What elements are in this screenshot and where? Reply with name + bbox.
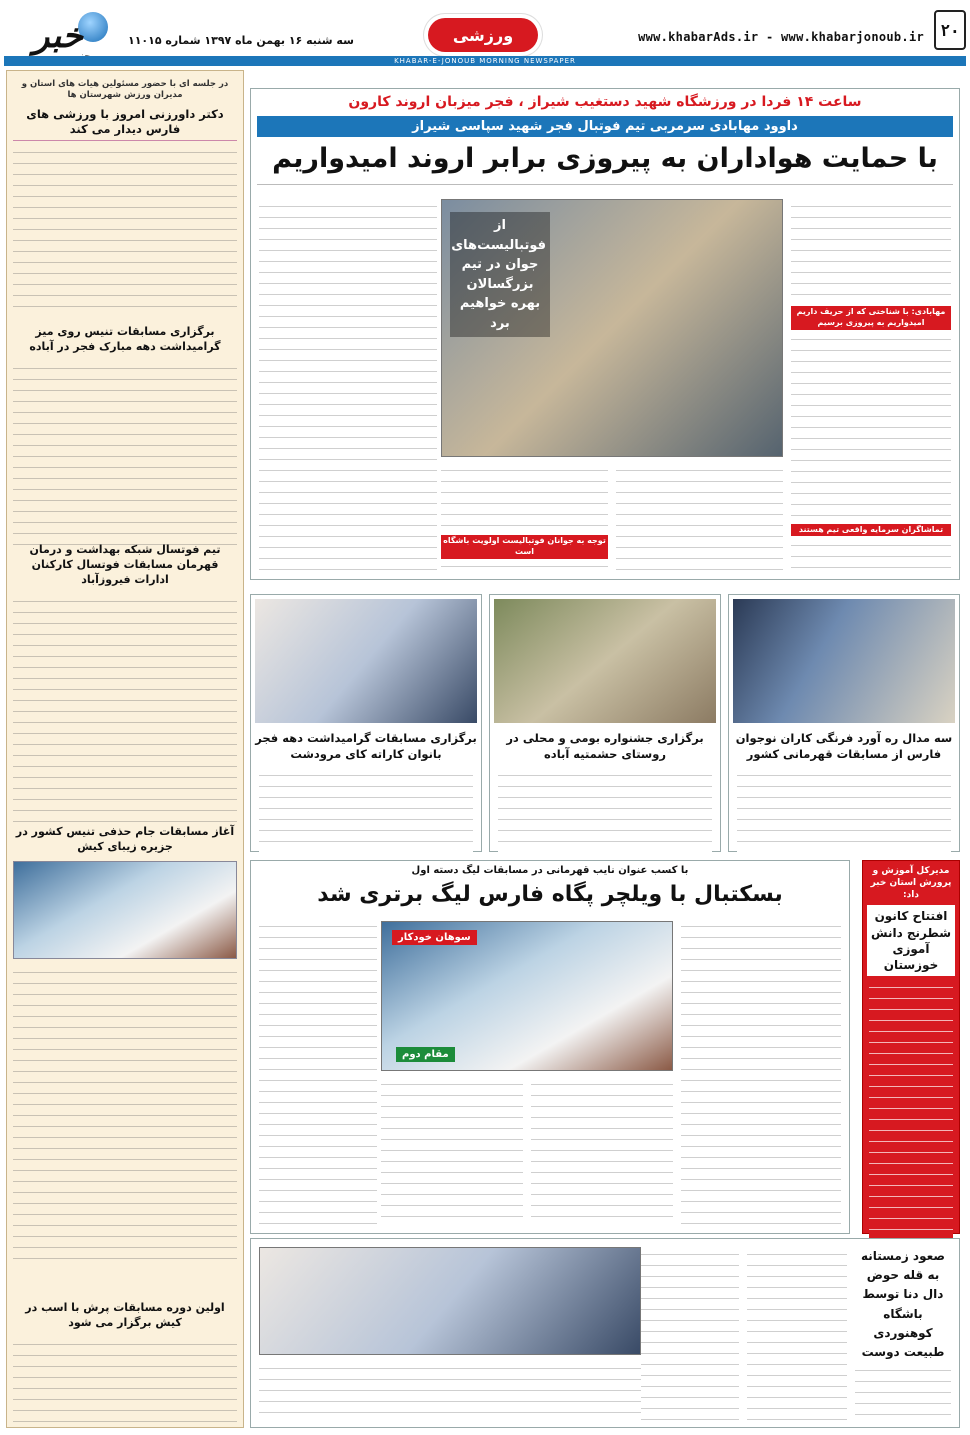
basketball-photo-badge: مقام دوم bbox=[396, 1047, 455, 1062]
photo-stories-row bbox=[250, 594, 960, 852]
main-subhead-2: تماشاگران سرمایه واقعی تیم هستند bbox=[791, 524, 951, 537]
photo-story-3 bbox=[250, 594, 482, 852]
left-story-1 bbox=[13, 79, 237, 310]
left-story-2-title: برگزاری مسابقات تنیس روی میز گرامیداشت دهه مبارک فجر در آباده bbox=[29, 325, 221, 353]
left-story-4 bbox=[13, 823, 237, 1265]
left-story-5-title: اولین دوره مسابقات پرش با اسب در کیش برگزار می شود bbox=[25, 1301, 225, 1329]
section-label: ورزشی bbox=[428, 18, 538, 52]
mountain-story bbox=[250, 1238, 960, 1428]
photo-story-3-title: برگزاری مسابقات گرامیداشت دهه فجر بانوان کاراته کای مرودشت bbox=[255, 731, 477, 761]
header-band: KHABAR-E-JONOUB MORNING NEWSPAPER bbox=[4, 56, 966, 66]
photo-story-1-title: سه مدال ره آورد فرنگی کاران نوجوان فارس از مسابقات قهرمانی کشور bbox=[735, 731, 953, 761]
basketball-photo-caption: سوهان خودکار bbox=[392, 930, 477, 945]
tug-of-war-photo bbox=[494, 599, 716, 723]
coach-photo bbox=[441, 199, 783, 457]
tennis-team-photo bbox=[13, 861, 237, 959]
main-subhead-3: توجه به جوانان فوتبالیست اولویت باشگاه است bbox=[441, 535, 608, 559]
left-story-4-body bbox=[13, 965, 237, 1265]
left-story-5 bbox=[13, 1299, 237, 1427]
climbers-photo bbox=[259, 1247, 641, 1355]
left-story-1-pretitle: در جلسه ای با حضور مسئولین هیات های استان و مدیران ورزش شهرستان ها bbox=[21, 79, 229, 101]
karate-photo bbox=[255, 599, 477, 723]
logo-word: خبر bbox=[32, 16, 84, 56]
wrestling-photo bbox=[733, 599, 955, 723]
edition-date: سه شنبه ۱۶ بهمن ماه ۱۳۹۷ شماره ۱۱۰۱۵ bbox=[128, 34, 354, 47]
photo-story-2 bbox=[489, 594, 721, 852]
left-story-3-title: تیم فوتسال شبکه بهداشت و درمان قهرمان مسابقات فوتسال کارکنان ادارات فیروزآباد bbox=[29, 543, 221, 586]
coach-photo-quote: از فوتبالیست‌های جوان در تیم بزرگسالان بهره خواهیم برد bbox=[450, 212, 550, 337]
main-story-kicker: ساعت ۱۴ فردا در ورزشگاه شهید دستغیب شیراز ، فجر میزبان اروند کارون bbox=[348, 94, 862, 110]
main-story bbox=[250, 88, 960, 580]
main-subhead-1: مهابادی: با شناختی که از حریف داریم امیدواریم به پیروزی برسیم bbox=[791, 306, 951, 330]
left-story-4-title: آغاز مسابقات جام حذفی تنیس کشور در جزیره زیبای کیش bbox=[15, 825, 235, 853]
basketball-kicker: با کسب عنوان نایب قهرمانی در مسابقات لیگ دسته اول bbox=[411, 865, 689, 876]
left-story-3-body bbox=[13, 594, 237, 830]
left-story-3 bbox=[13, 541, 237, 830]
basketball-story bbox=[250, 860, 850, 1234]
left-story-5-body bbox=[13, 1337, 237, 1427]
photo-story-1 bbox=[728, 594, 960, 852]
left-story-2 bbox=[13, 323, 237, 551]
mountain-headline: صعود زمستانه به قله حوض دال دنا توسط باشگاه کوهنوردی طبیعت دوست bbox=[861, 1249, 945, 1359]
basketball-headline: بسکتبال با ویلچر پگاه فارس لیگ برتری شد bbox=[317, 881, 783, 907]
edu-chess-box bbox=[862, 860, 960, 1234]
left-column bbox=[6, 70, 244, 1428]
left-story-2-body bbox=[13, 361, 237, 551]
edu-box-intro: مدیرکل آموزش و پرورش استان خبر داد: bbox=[870, 866, 952, 901]
main-col-2-3 bbox=[441, 463, 783, 573]
main-story-headline: با حمایت هواداران به پیروزی برابر اروند امیدواریم bbox=[257, 137, 953, 184]
main-story-subkicker: داوود مهابادی سرمربی تیم فوتبال فجر شهید سپاسی شیراز bbox=[257, 116, 953, 138]
edu-box-headline: افتتاح کانون شطرنج دانش آموزی خوزستان bbox=[867, 905, 955, 976]
photo-story-2-title: برگزاری جشنواره بومی و محلی در روستای حشمتیه آباده bbox=[506, 731, 704, 761]
left-story-1-title: دکتر داورزنی امروز با ورزشی های فارس دیدار می کند bbox=[13, 105, 237, 141]
basketball-team-photo bbox=[381, 921, 673, 1071]
main-col-4 bbox=[259, 199, 437, 571]
main-col-1 bbox=[791, 199, 951, 571]
page-number: ۲۰ bbox=[934, 10, 966, 50]
left-story-1-body bbox=[13, 145, 237, 310]
newspaper-logo bbox=[8, 12, 120, 62]
site-urls[interactable]: www.khabarAds.ir - www.khabarjonoub.ir bbox=[638, 30, 924, 44]
